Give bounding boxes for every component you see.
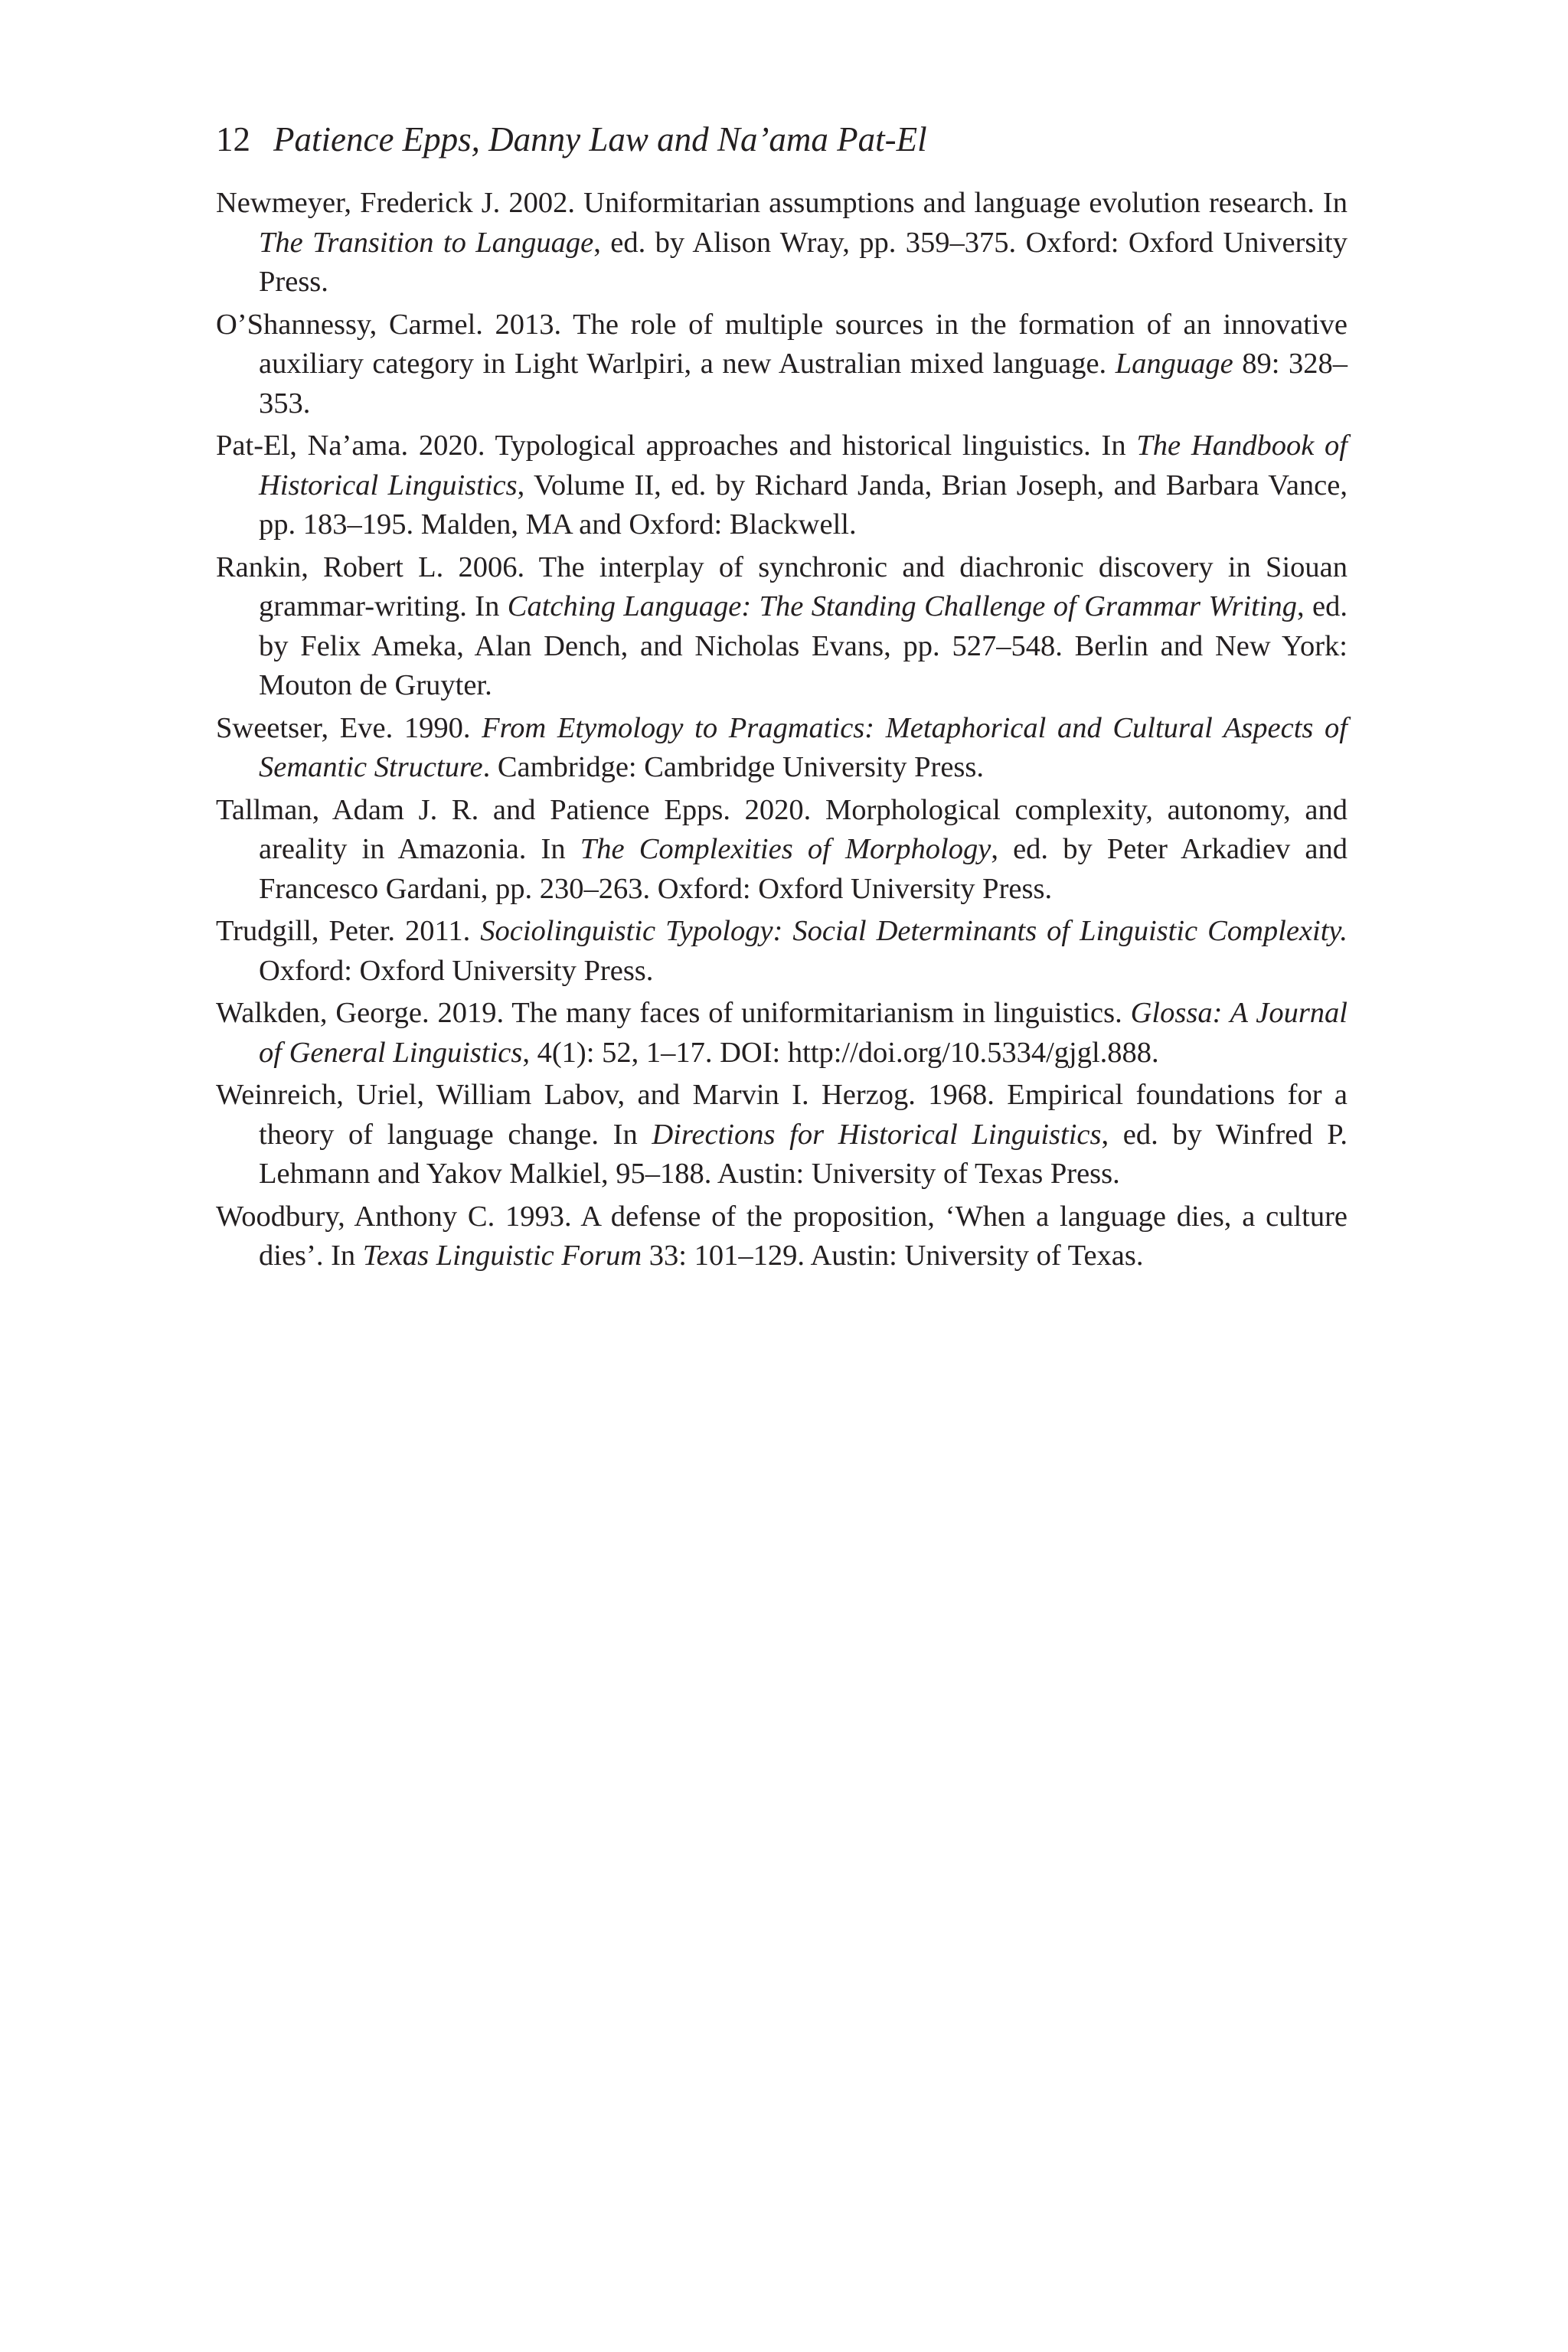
reference-entry (216, 305, 1348, 424)
reference-entry (216, 912, 1348, 991)
reference-text: Walkden, George. 2019. The many faces of uniformitarianism in linguistics. (216, 997, 1131, 1029)
reference-text: Newmeyer, Frederick J. 2002. Uniformitarian assumptions and language evolution research. In (216, 187, 1348, 219)
reference-text: , Volume II, ed. by Richard Janda, Brian Joseph, and Barbara Vance, pp. 183–195. Malden, MA and Oxford: Blackwell. (259, 469, 1348, 541)
reference-entry (216, 709, 1348, 788)
reference-title: Catching Language: The Standing Challenge of Grammar Writing (507, 590, 1297, 622)
reference-text: , ed. by Winfred P. Lehmann and Yakov Malkiel, 95–188. Austin: University of Texas Press. (259, 1118, 1348, 1190)
reference-text: , ed. by Peter Arkadiev and Francesco Gardani, pp. 230–263. Oxford: Oxford University Press. (259, 833, 1348, 905)
reference-text: 89: 328–353. (259, 348, 1348, 420)
reference-text: Pat-El, Na’ama. 2020. Typological approaches and historical linguistics. In (216, 430, 1137, 462)
reference-entry (216, 548, 1348, 706)
reference-entry (216, 426, 1348, 545)
reference-title: The Complexities of Morphology (580, 833, 991, 865)
reference-text: Rankin, Robert L. 2006. The interplay of synchronic and diachronic discovery in Siouan grammar-writing. In (216, 550, 1348, 622)
reference-entry (216, 1197, 1348, 1276)
reference-text: Tallman, Adam J. R. and Patience Epps. 2020. Morphological complexity, autonomy, and areality in Amazonia. In (216, 793, 1348, 865)
reference-list (216, 184, 1348, 1279)
reference-text: Oxford: Oxford University Press. (259, 954, 654, 987)
running-head (216, 116, 927, 162)
page-number: 12 (216, 120, 250, 158)
reference-text: Sweetser, Eve. 1990. (216, 711, 482, 744)
reference-text: , 4(1): 52, 1–17. DOI: http://doi.org/10.5334/gjgl.888. (522, 1036, 1159, 1069)
reference-entry (216, 994, 1348, 1073)
reference-text: Weinreich, Uriel, William Labov, and Marvin I. Herzog. 1968. Empirical foundations for a theory of language change. In (216, 1079, 1348, 1151)
reference-entry (216, 1076, 1348, 1194)
reference-entry (216, 791, 1348, 910)
reference-title: Directions for Historical Linguistics (652, 1118, 1102, 1151)
reference-title: The Transition to Language (259, 226, 594, 259)
reference-text: , ed. by Felix Ameka, Alan Dench, and Nicholas Evans, pp. 527–548. Berlin and New York: Mouton de Gruyter. (259, 590, 1348, 701)
reference-text: . Cambridge: Cambridge University Press. (482, 751, 985, 783)
reference-title: Sociolinguistic Typology: Social Determinants of Linguistic Complexity. (480, 915, 1348, 947)
reference-title: The Handbook of Historical Linguistics (259, 430, 1348, 501)
running-head-authors: Patience Epps, Danny Law and Na’ama Pat-El (273, 120, 927, 158)
reference-title: Texas Linguistic Forum (362, 1240, 642, 1272)
reference-title: From Etymology to Pragmatics: Metaphorical and Cultural Aspects of Semantic Structure (259, 711, 1348, 783)
reference-text: 33: 101–129. Austin: University of Texas. (642, 1240, 1144, 1272)
reference-text: , ed. by Alison Wray, pp. 359–375. Oxford: Oxford University Press. (259, 226, 1348, 298)
reference-title: Glossa: A Journal of General Linguistics (259, 997, 1348, 1069)
reference-text: Trudgill, Peter. 2011. (216, 915, 481, 947)
reference-text: Woodbury, Anthony C. 1993. A defense of the proposition, ‘When a language dies, a culture dies’. In (216, 1200, 1348, 1272)
reference-title: Language (1115, 348, 1233, 380)
reference-entry (216, 184, 1348, 302)
reference-text: O’Shannessy, Carmel. 2013. The role of multiple sources in the formation of an innovative auxiliary category in Light Warlpiri, a new Australian mixed language. (216, 308, 1348, 380)
